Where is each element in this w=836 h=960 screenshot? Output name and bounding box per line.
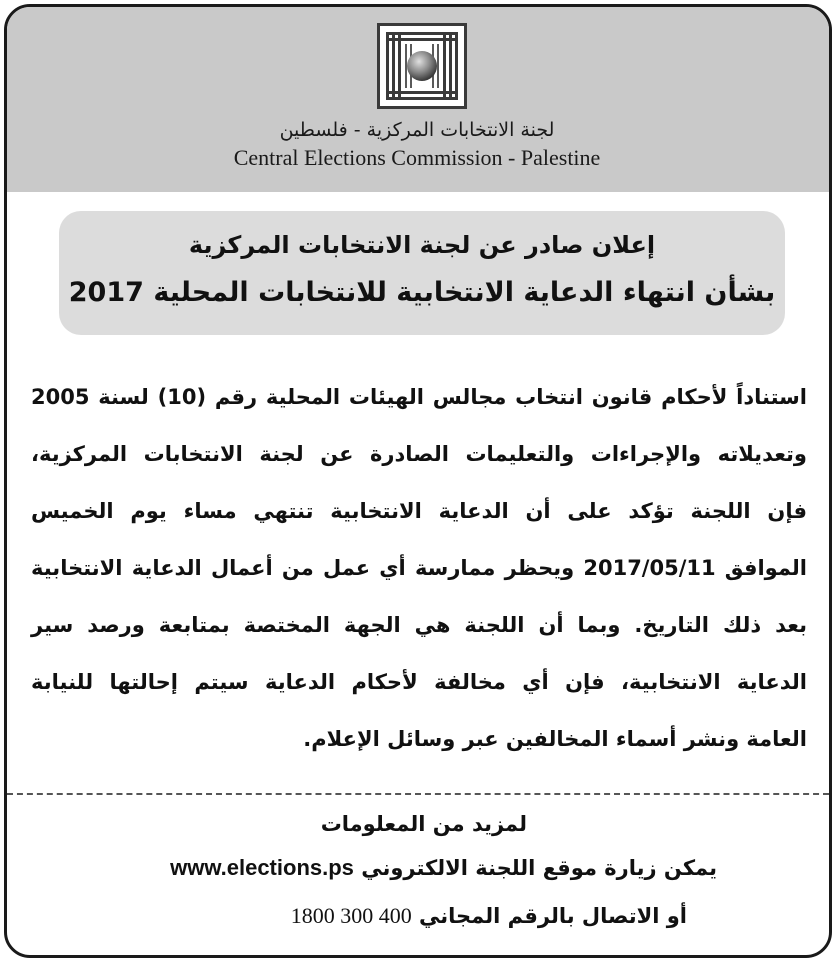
announcement-frame: [4, 4, 832, 958]
dashed-divider: [7, 793, 829, 795]
body-line: فإن اللجنة تؤكد على أن الدعاية الانتخابية تنتهي مساء يوم الخميس: [31, 499, 807, 523]
call-text: أو الاتصال بالرقم المجاني: [419, 904, 687, 928]
website-link[interactable]: www.elections.ps: [170, 855, 354, 880]
more-info-heading: لمزيد من المعلومات: [320, 812, 527, 836]
announcement-title: إعلان صادر عن لجنة الانتخابات المركزية: [188, 231, 656, 259]
body-line: الموافق 2017/05/11 ويحظر ممارسة أي عمل من أعمال الدعاية الانتخابية: [31, 556, 807, 580]
body-line: الدعاية الانتخابية، فإن أي مخالفة لأحكام الدعاية سيتم إحالتها للنيابة: [31, 670, 807, 694]
body-line: العامة ونشر أسماء المخالفين عبر وسائل الإعلام.: [303, 727, 807, 751]
title-box: [59, 211, 785, 335]
cec-logo-icon: [377, 23, 467, 109]
org-name-arabic: لجنة الانتخابات المركزية - فلسطين: [279, 119, 555, 141]
header-banner: [7, 7, 829, 192]
body-line: استناداً لأحكام قانون انتخاب مجالس الهيئات المحلية رقم (10) لسنة 2005: [31, 385, 807, 409]
announcement-subtitle: بشأن انتهاء الدعاية الانتخابية للانتخابات المحلية 2017: [68, 277, 776, 308]
body-line: بعد ذلك التاريخ. وبما أن اللجنة هي الجهة المختصة بمتابعة ورصد سير: [31, 613, 807, 637]
call-line: [167, 903, 687, 929]
org-name-english: Central Elections Commission - Palestine: [233, 145, 601, 170]
phone-number[interactable]: 1800 300 400: [290, 903, 412, 928]
announcement-body: [31, 369, 807, 768]
visit-text: يمكن زيارة موقع اللجنة الالكتروني: [361, 856, 717, 880]
body-line: وتعديلاته والإجراءات والتعليمات الصادرة عن لجنة الانتخابات المركزية،: [31, 442, 807, 466]
visit-website-line: [97, 855, 717, 881]
